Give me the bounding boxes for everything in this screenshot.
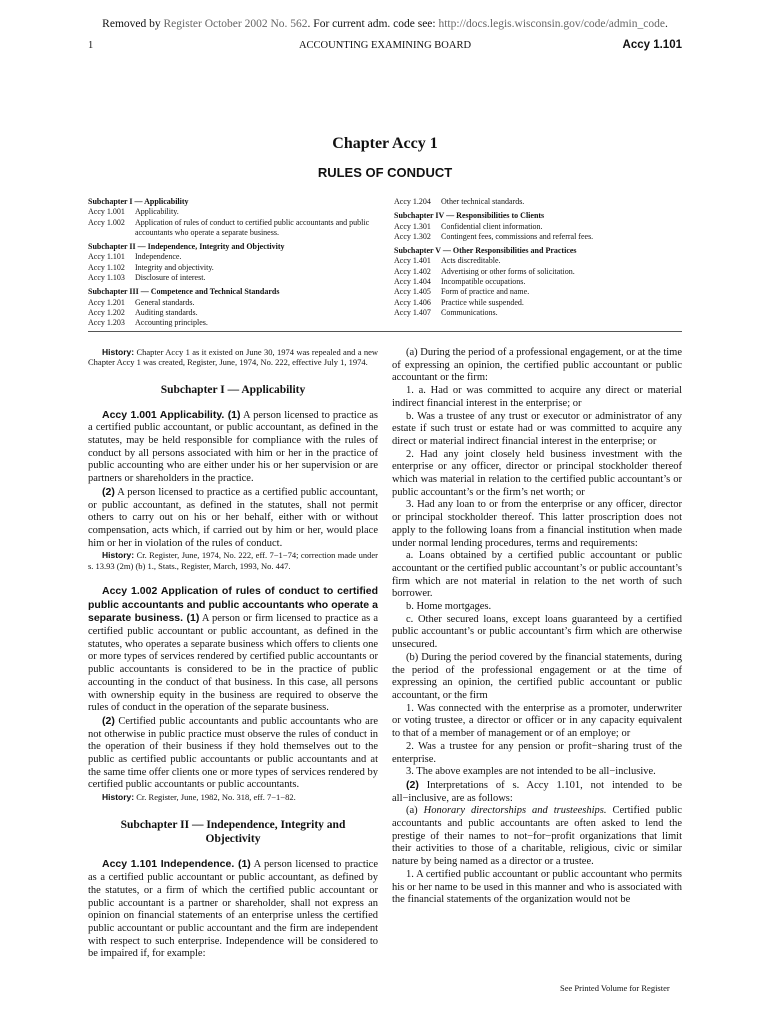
rule-history: History: Cr. Register, June, 1982, No. 318, eff. 7−1−82.	[102, 792, 296, 803]
toc-section-number: Accy 1.404	[394, 277, 431, 287]
toc-section-title: Applicability.	[135, 207, 179, 217]
toc-section-title: Form of practice and name.	[441, 287, 530, 297]
toc-section-number: Accy 1.405	[394, 287, 431, 297]
toc-entry	[394, 308, 684, 318]
rule-paragraph: (2) A person licensed to practice as a certified public accountant, or public accountant, as defined in the statutes, shall not permit others to carry out on his or her behalf, either with or without compensation, acts which, if carried out by him or her, would place him or her in violation of the rules of conduct.	[88, 485, 378, 549]
toc-subchapter-heading: Subchapter II — Independence, Integrity and Objectivity	[88, 242, 285, 252]
toc-entry	[88, 318, 383, 328]
body-column-left	[88, 347, 378, 961]
toc-section-title: Confidential client information.	[441, 221, 543, 231]
section-reference: Accy 1.101	[622, 39, 682, 51]
subchapter-heading: Subchapter I — Applicability	[160, 383, 306, 396]
toc-section-number: Accy 1.201	[88, 297, 125, 307]
rule-history: History: Cr. Register, June, 1974, No. 222, eff. 7−1−74; correction made under s. 13.93 (2m) (b) 1., Stats., Register, March, 1993, No. 447.	[88, 550, 378, 571]
toc-entry	[88, 252, 383, 262]
toc-section-number: Accy 1.103	[88, 273, 125, 283]
toc-section-title: Independence.	[135, 252, 182, 262]
toc-section-title: Incompatible occupations.	[441, 277, 526, 287]
toc-entry	[394, 298, 684, 308]
toc-section-number: Accy 1.002	[88, 217, 125, 227]
removal-banner	[0, 18, 770, 30]
rule-paragraph: Accy 1.101 Independence. (1) A person licensed to practice as a certified public accountant or public accountant, as defined by the statutes, or a firm of which the certified public accountant or public accountant is a partner or shareholder, shall not express an opinion on financial statements of an enterprise unless the certified public accountant or public accountant and the firm are independent with respect to such enterprise. Independence will be considered to be impaired if, for example:	[88, 858, 378, 960]
board-name: ACCOUNTING EXAMINING BOARD	[298, 40, 472, 51]
toc-section-title: Acts discreditable.	[441, 256, 501, 266]
rule-paragraph: (2) Interpretations of s. Accy 1.101, not intended to be all−inclusive, are as follows:	[392, 778, 682, 804]
rule-paragraph: (a) During the period of a professional engagement, or at the time of expressing an opinion, the certified public accountant or public accountant or the firm:	[392, 347, 682, 384]
rule-paragraph: Accy 1.002 Application of rules of conduct to certified public accountants and public accountants who operate a separate business. (1) A person or firm licensed to practice as a certified public accountant or public accountant, as defined in the statutes, who operates a separate business which offers to clients one or more types of services rendered by certified public accountants or public accountants is considered to be in the practice of public accounting in the conduct of that business. In this case, all persons with ownership equity in the business are required to observe the rules of conduct in the operation of the separate business.	[88, 584, 378, 714]
toc-entry	[88, 273, 383, 283]
toc-section-number: Accy 1.001	[88, 207, 125, 217]
toc-section-title: Practice while suspended.	[441, 297, 524, 307]
page-number: 1	[88, 40, 94, 51]
toc-entry	[394, 287, 684, 297]
toc-section-number: Accy 1.203	[88, 318, 125, 328]
admin-code-link[interactable]: http://docs.legis.wisconsin.gov/code/admin_code	[438, 18, 665, 30]
banner-middle: . For current adm. code see:	[307, 18, 439, 30]
toc-section-title: Communications.	[441, 307, 498, 317]
toc-subchapter-heading: Subchapter V — Other Responsibilities and Practices	[394, 246, 577, 256]
rule-paragraph: 2. Was a trustee for any pension or profit−sharing trust of the enterprise.	[392, 740, 682, 765]
rule-paragraph: 3. The above examples are not intended to be all−inclusive.	[406, 766, 656, 778]
rule-paragraph: c. Other secured loans, except loans guaranteed by a certified public accountant’s or public accountant’s firm which are otherwise unsecured.	[392, 613, 682, 651]
toc-section-number: Accy 1.407	[394, 307, 431, 317]
rule-paragraph: 3. Had any loan to or from the enterprise or any officer, director or principal stockholder thereof. This latter proscription does not apply to the following loans from a financial institution when made under normal lending procedures, terms and requirements:	[392, 499, 682, 549]
rule-paragraph: 1. Was connected with the enterprise as a promoter, underwriter or voting trustee, a director or officer or in any capacity equivalent to that of a member of management or of an employe; or	[392, 702, 682, 740]
toc-subchapter-heading: Subchapter IV — Responsibilities to Clients	[394, 211, 545, 221]
table-of-contents-left	[88, 197, 383, 329]
toc-section-number: Accy 1.402	[394, 266, 431, 276]
toc-section-title: Disclosure of interest.	[135, 273, 206, 283]
footer-note: See Printed Volume for Register	[560, 983, 670, 993]
rule-paragraph: (b) During the period covered by the financial statements, during the period of the professional engagement or at the time of expressing an opinion, the certified public accountant or public accountant, or the firm	[392, 651, 682, 701]
toc-entry	[394, 197, 684, 207]
toc-section-title: Accounting principles.	[135, 318, 208, 328]
toc-entry	[394, 277, 684, 287]
toc-section-title: Contingent fees, commissions and referral fees.	[441, 231, 594, 241]
toc-section-title: Application of rules of conduct to certified public accountants and public accountants who operate a separate business.	[135, 217, 370, 237]
toc-entry	[394, 256, 684, 266]
toc-entry	[88, 218, 383, 239]
toc-section-number: Accy 1.204	[394, 197, 431, 206]
chapter-history: History: Chapter Accy 1 as it existed on June 30, 1974 was repealed and a new Chapter Accy 1 was created, Register, June, 1974, No. 222, effective July 1, 1974.	[88, 347, 378, 368]
toc-section-number: Accy 1.406	[394, 297, 431, 307]
rule-paragraph: (a) Honorary directorships and trusteeships. Certified public accountants and public accountants are often asked to lend the prestige of their names to not−for−profit organizations that limit their activities to those of a charitable, religious, civic or similar nature by being named as a director or a trustee.	[392, 805, 682, 868]
rule-paragraph: 2. Had any joint closely held business investment with the enterprise or any officer, director or principal stockholder thereof which was material in relation to the certified public accountant’s or public accountant’s or the firm’s net worth; or	[392, 448, 682, 498]
toc-section-title: Auditing standards.	[135, 307, 198, 317]
chapter-subtitle: RULES OF CONDUCT	[317, 165, 453, 180]
section-divider	[88, 331, 682, 332]
chapter-title: Chapter Accy 1	[332, 135, 438, 152]
running-head	[88, 40, 682, 56]
toc-entry	[394, 232, 684, 242]
table-of-contents-right	[394, 197, 684, 318]
toc-section-number: Accy 1.301	[394, 221, 431, 231]
toc-section-number: Accy 1.202	[88, 307, 125, 317]
rule-paragraph: (2) Certified public accountants and public accountants who are not otherwise in public practice must observe the rules of conduct in the operation of their business if they hold themselves out to the public as certified public accountants or public accountants and at the same time offer clients one or more types of services rendered by certified public accountants or public accountants.	[88, 714, 378, 791]
rule-paragraph: Accy 1.001 Applicability. (1) A person licensed to practice as a certified public accountant, or public accountant, as defined in the statutes, may be held responsible for compliance with the rules of conduct by all persons associated with him or her in the practice of public accounting who are either under his or her supervision or are partners or shareholders in the practice.	[88, 408, 378, 485]
banner-prefix: Removed by	[102, 18, 164, 30]
toc-subchapter-heading: Subchapter III — Competence and Technical Standards	[88, 287, 280, 297]
register-reference: Register October 2002 No. 562	[163, 18, 308, 30]
toc-section-title: Integrity and objectivity.	[135, 262, 214, 272]
toc-section-number: Accy 1.401	[394, 256, 431, 266]
rule-paragraph: b. Was a trustee of any trust or executor or administrator of any estate if such trust or estate had or was committed to acquire any direct or material indirect financial interest in the enterprise; or	[392, 410, 682, 447]
toc-entry	[88, 263, 383, 273]
rule-paragraph: b. Home mortgages.	[406, 601, 492, 613]
banner-suffix: .	[664, 18, 668, 30]
toc-section-title: Other technical standards.	[441, 197, 525, 206]
toc-entry	[394, 267, 684, 277]
toc-section-number: Accy 1.102	[88, 262, 125, 272]
toc-section-title: General standards.	[135, 297, 195, 307]
toc-section-number: Accy 1.302	[394, 231, 431, 241]
toc-subchapter-heading: Subchapter I — Applicability	[88, 197, 189, 206]
rule-paragraph: 1. a. Had or was committed to acquire any direct or material indirect financial interest in the enterprise; or	[392, 385, 682, 409]
body-column-right	[392, 347, 682, 907]
toc-entry	[88, 207, 383, 217]
toc-entry	[88, 308, 383, 318]
toc-section-title: Advertising or other forms of solicitation.	[441, 266, 575, 276]
toc-entry	[394, 222, 684, 232]
toc-entry	[88, 298, 383, 308]
toc-section-number: Accy 1.101	[88, 252, 125, 262]
rule-paragraph: 1. A certified public accountant or public accountant who permits his or her name to be used in this manner and who is associated with the financial statements of the organization would not be	[392, 868, 682, 906]
rule-paragraph: a. Loans obtained by a certified public accountant or public accountant or the certified public accountant’s or public accountant’s firm which are not material in relation to the net worth of such borrower.	[392, 550, 682, 600]
subchapter-heading: Subchapter II — Independence, Integrity and Objectivity	[120, 819, 346, 846]
